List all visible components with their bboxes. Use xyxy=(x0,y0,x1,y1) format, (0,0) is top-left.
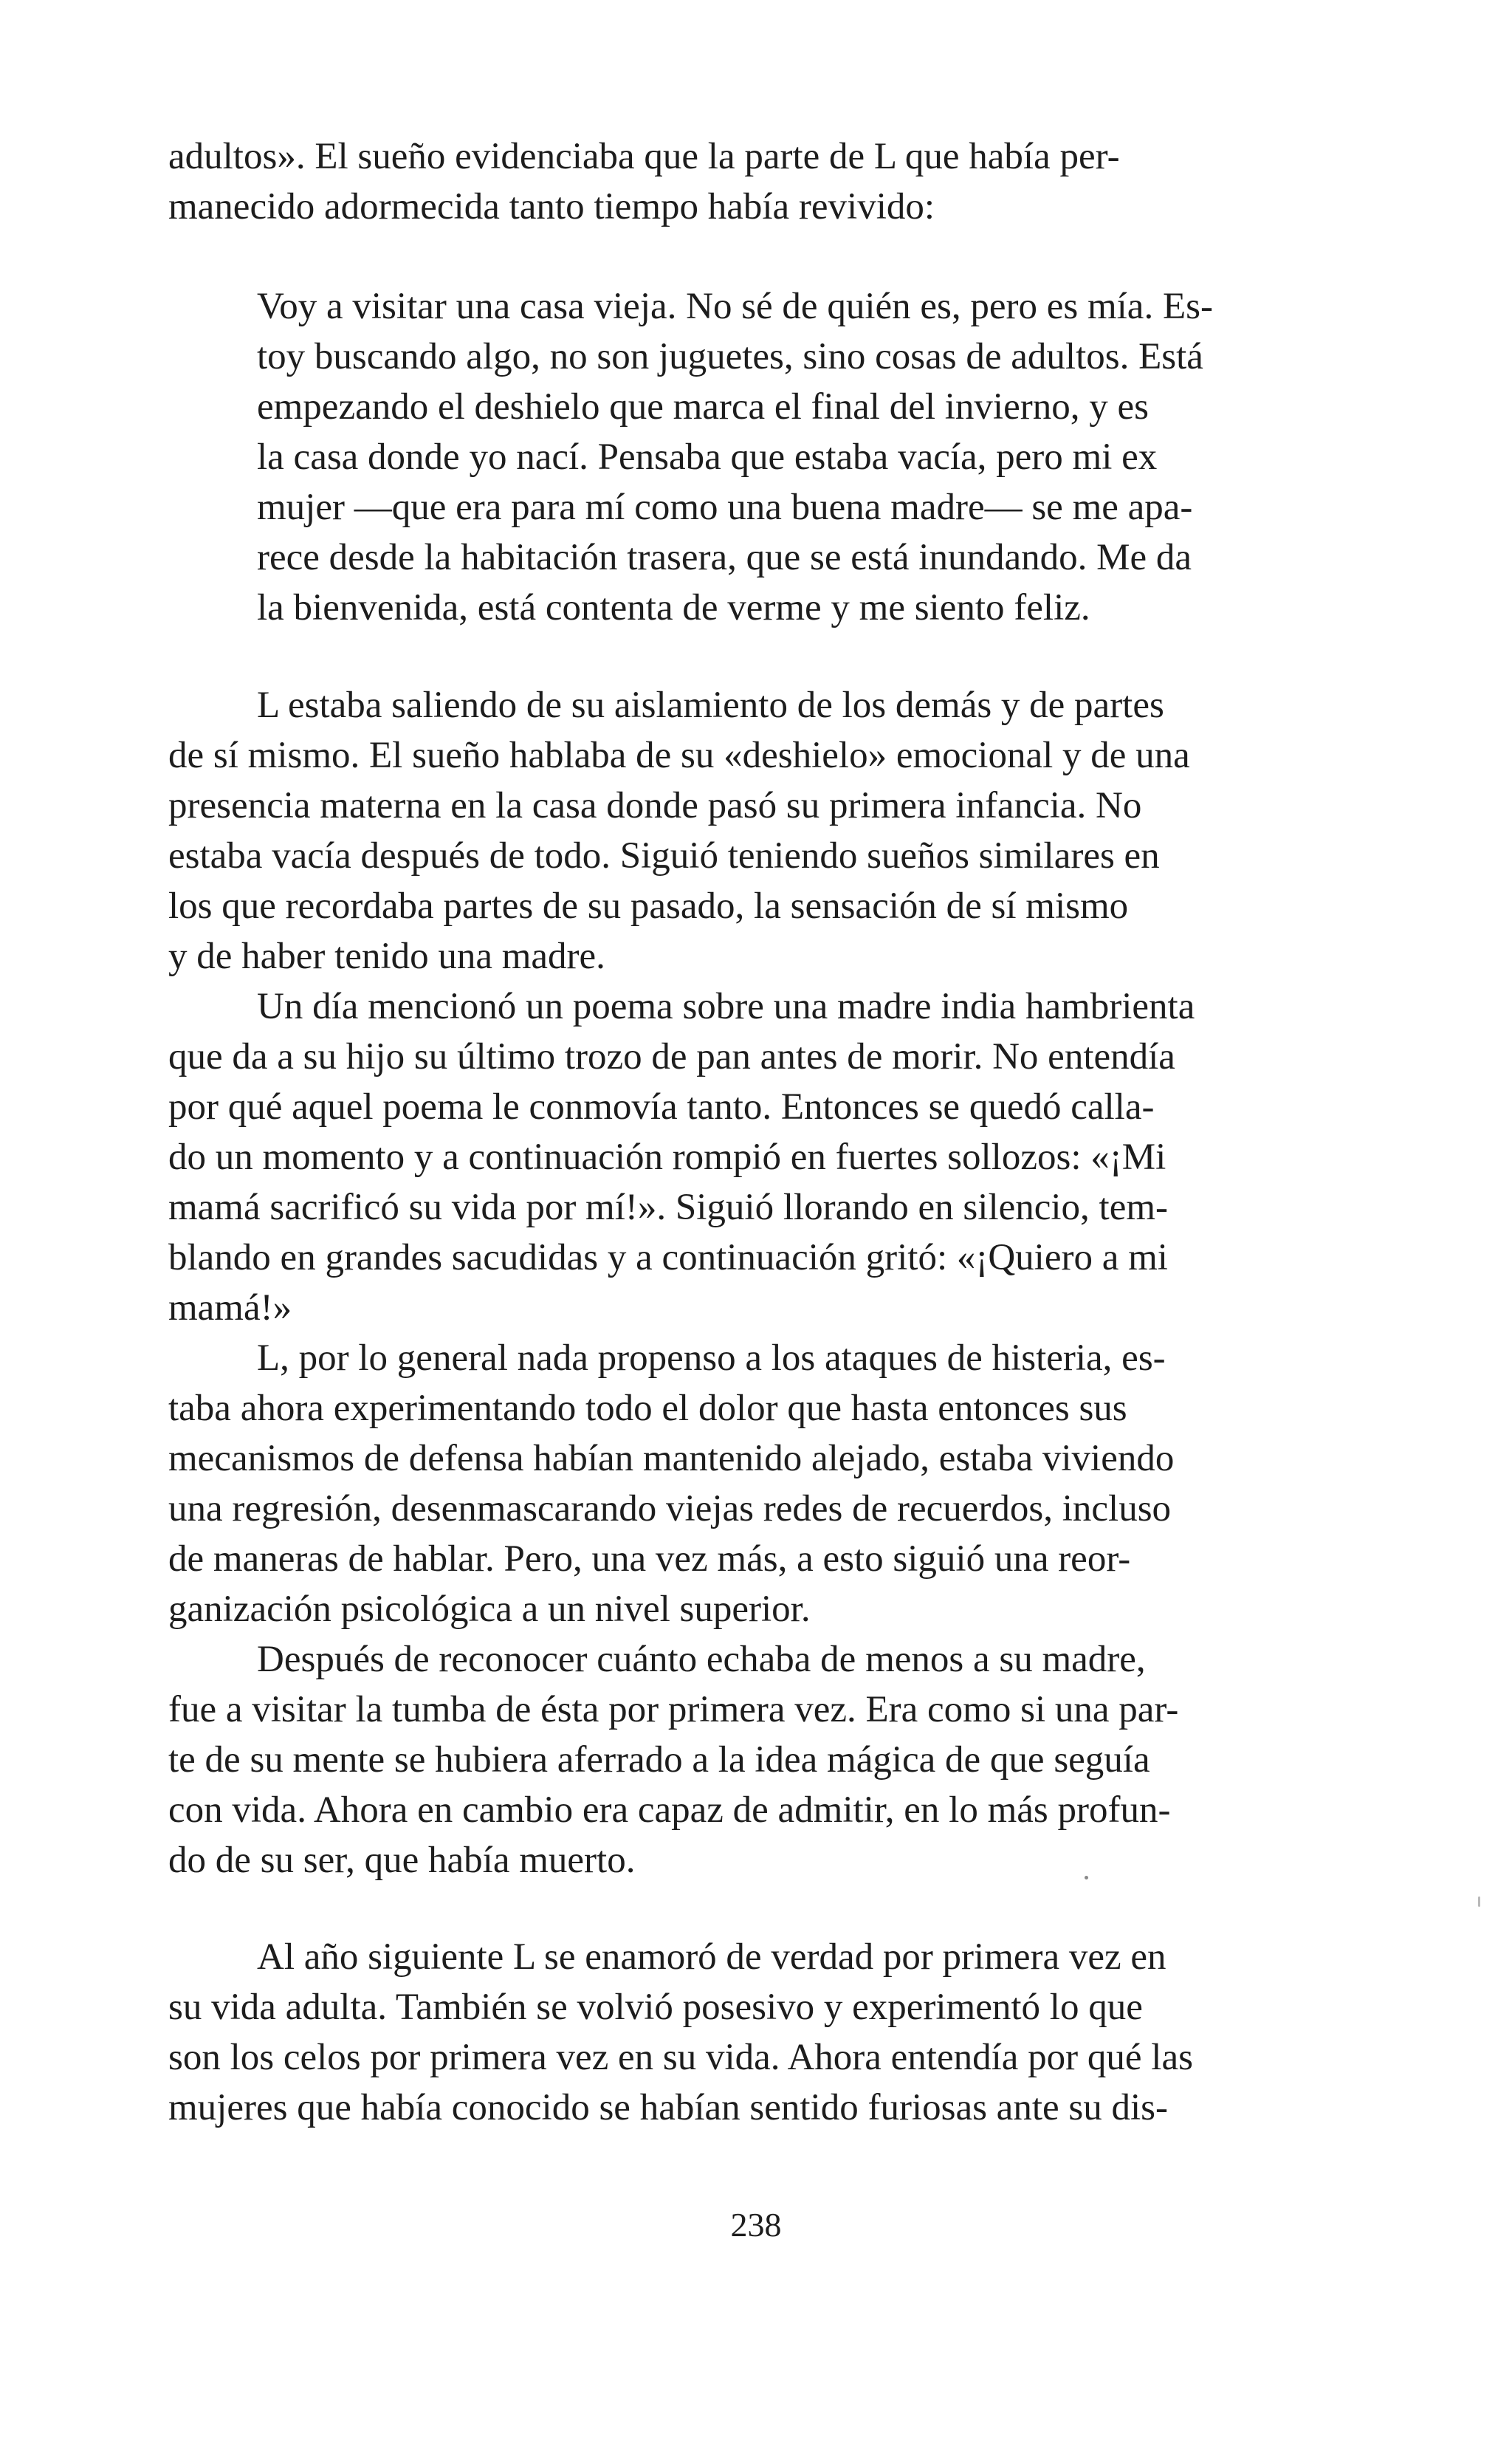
text-line: mecanismos de defensa habían mantenido alejado, estaba viviendo xyxy=(168,1438,1175,1479)
text-line: con vida. Ahora en cambio era capaz de admitir, en lo más profun- xyxy=(168,1789,1171,1831)
text-line: adultos». El sueño evidenciaba que la parte de L que había per- xyxy=(168,136,1120,177)
text-line: que da a su hijo su último trozo de pan antes de morir. No entendía xyxy=(168,1036,1175,1077)
text-line: de maneras de hablar. Pero, una vez más, a esto siguió una reor- xyxy=(168,1538,1131,1580)
text-line: la casa donde yo nací. Pensaba que estaba vacía, pero mi ex xyxy=(257,436,1158,478)
text-line: mamá!» xyxy=(168,1287,292,1329)
text-line: son los celos por primera vez en su vida. Ahora entendía por qué las xyxy=(168,2037,1193,2078)
text-line: taba ahora experimentando todo el dolor que hasta entonces sus xyxy=(168,1388,1127,1429)
paragraph-1 xyxy=(168,680,1366,981)
text-line: rece desde la habitación trasera, que se está inundando. Me da xyxy=(257,537,1192,578)
text-line: Al año siguiente L se enamoró de verdad por primera vez en xyxy=(257,1936,1166,1978)
text-line: de sí mismo. El sueño hablaba de su «deshielo» emocional y de una xyxy=(168,735,1190,776)
paragraph-4 xyxy=(168,1634,1366,1885)
text-line: mamá sacrificó su vida por mí!». Siguió llorando en silencio, tem- xyxy=(168,1187,1169,1228)
text-line: L estaba saliendo de su aislamiento de los demás y de partes xyxy=(257,685,1164,726)
page-number: 238 xyxy=(730,2206,782,2244)
text-line: blando en grandes sacudidas y a continuación gritó: «¡Quiero a mi xyxy=(168,1237,1168,1278)
text-line: fue a visitar la tumba de ésta por primera vez. Era como si una par- xyxy=(168,1689,1179,1730)
text-line: do un momento y a continuación rompió en fuertes sollozos: «¡Mi xyxy=(168,1137,1166,1178)
text-line: toy buscando algo, no son juguetes, sino cosas de adultos. Está xyxy=(257,336,1203,377)
text-line: mujeres que había conocido se habían sentido furiosas ante su dis- xyxy=(168,2087,1168,2128)
text-line: los que recordaba partes de su pasado, la sensación de sí mismo xyxy=(168,885,1129,927)
text-line: do de su ser, que había muerto. xyxy=(168,1840,636,1881)
text-line: manecido adormecida tanto tiempo había revivido: xyxy=(168,186,935,227)
text-line: L, por lo general nada propenso a los ataques de histeria, es- xyxy=(257,1337,1166,1379)
text-line: su vida adulta. También se volvió posesivo y experimentó lo que xyxy=(168,1987,1143,2028)
paragraph-2 xyxy=(168,981,1366,1333)
text-line: una regresión, desenmascarando viejas redes de recuerdos, incluso xyxy=(168,1488,1172,1529)
text-line: empezando el deshielo que marca el final del invierno, y es xyxy=(257,386,1149,428)
text-line: ganización psicológica a un nivel superior. xyxy=(168,1589,811,1630)
text-line: estaba vacía después de todo. Siguió teniendo sueños similares en xyxy=(168,835,1160,877)
text-line: por qué aquel poema le conmovía tanto. Entonces se quedó calla- xyxy=(168,1086,1155,1128)
text-line: Un día mencionó un poema sobre una madre india hambrienta xyxy=(257,986,1195,1027)
text-line: presencia materna en la casa donde pasó su primera infancia. No xyxy=(168,785,1142,826)
text-line: y de haber tenido una madre. xyxy=(168,936,605,977)
margin-mark xyxy=(1478,1896,1480,1907)
paragraph-5 xyxy=(168,1932,1366,2133)
text-line: la bienvenida, está contenta de verme y me siento feliz. xyxy=(257,587,1090,628)
opening-paragraph xyxy=(168,131,1366,232)
text-line: mujer —que era para mí como una buena madre— se me apa- xyxy=(257,487,1193,528)
paragraph-3 xyxy=(168,1333,1366,1634)
dream-quote xyxy=(257,281,1364,633)
text-line: Después de reconocer cuánto echaba de menos a su madre, xyxy=(257,1639,1146,1680)
scan-speck xyxy=(1085,1876,1088,1879)
text-line: te de su mente se hubiera aferrado a la idea mágica de que seguía xyxy=(168,1739,1150,1781)
text-line: Voy a visitar una casa vieja. No sé de quién es, pero es mía. Es- xyxy=(257,286,1213,327)
